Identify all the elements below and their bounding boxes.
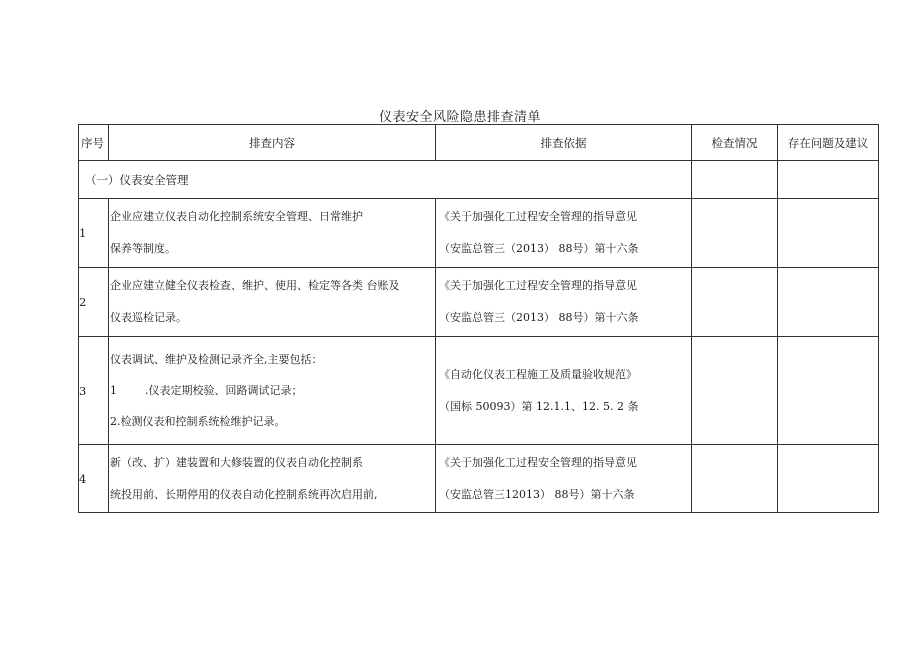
issues-cell[interactable]	[778, 268, 879, 337]
content-line: 1 .仪表定期校验、回路调试记录；	[110, 383, 303, 397]
content-line: 保养等制度。	[110, 242, 176, 255]
basis-cell	[436, 268, 692, 337]
header-content: 排查内容	[109, 125, 436, 161]
issues-cell[interactable]	[778, 445, 879, 513]
basis-line: 《关于加强化工过程安全管理的指导意见	[439, 210, 637, 223]
basis-line: 《关于加强化工过程安全管理的指导意见	[439, 279, 637, 292]
check-cell[interactable]	[692, 268, 778, 337]
basis-line: （安监总管三（2013） 88号）第十六条	[439, 311, 639, 324]
header-check: 检查情况	[692, 125, 778, 161]
content-line: 仪表调试、维护及检测记录齐全,主要包括：	[110, 352, 323, 366]
basis-line: （安监总管三12013） 88号）第十六条	[439, 487, 635, 501]
basis-cell	[436, 445, 692, 513]
row-number: 3	[79, 337, 109, 445]
table-row	[79, 199, 879, 268]
checklist-table	[78, 124, 879, 513]
check-cell[interactable]	[692, 161, 778, 199]
basis-cell	[436, 199, 692, 268]
content-line: 统投用前、长期停用的仪表自动化控制系统再次启用前,	[110, 487, 378, 501]
content-cell	[109, 199, 436, 268]
content-line: 企业应建立健全仪表检查、维护、使用、检定等各类 台账及	[110, 279, 400, 292]
check-cell[interactable]	[692, 337, 778, 445]
content-cell	[109, 268, 436, 337]
basis-line: （安监总管三（2013） 88号）第十六条	[439, 242, 639, 255]
section-row	[79, 161, 879, 199]
content-line: 新（改、扩）建装置和大修装置的仪表自动化控制系	[110, 455, 363, 469]
row-number: 4	[79, 445, 109, 513]
content-line: 企业应建立仪表自动化控制系统安全管理、日常维护	[110, 210, 363, 223]
basis-line: 《关于加强化工过程安全管理的指导意见	[439, 455, 637, 469]
issues-cell[interactable]	[778, 199, 879, 268]
issues-cell[interactable]	[778, 337, 879, 445]
basis-line: 《自动化仪表工程施工及质量验收规范》	[439, 367, 637, 381]
table-row	[79, 445, 879, 513]
table-header-row	[79, 125, 879, 161]
row-number: 2	[79, 268, 109, 337]
header-basis: 排查依据	[436, 125, 692, 161]
issues-cell[interactable]	[778, 161, 879, 199]
header-no: 序号	[79, 125, 109, 161]
content-line: 仪表巡检记录。	[110, 311, 187, 324]
content-cell	[109, 337, 436, 445]
check-cell[interactable]	[692, 199, 778, 268]
content-line: 2.检测仪表和控制系统检维护记录。	[110, 414, 286, 428]
page-title: 仪表安全风险隐患排查清单	[378, 110, 541, 125]
content-cell	[109, 445, 436, 513]
header-issues: 存在问题及建议	[778, 125, 879, 161]
row-number: 1	[79, 199, 109, 268]
check-cell[interactable]	[692, 445, 778, 513]
basis-line: （国标 50093）第 12.1.1、12. 5. 2 条	[439, 399, 639, 413]
table-row	[79, 337, 879, 445]
table-row	[79, 268, 879, 337]
basis-cell	[436, 337, 692, 445]
section-title: （一）仪表安全管理	[79, 161, 692, 199]
